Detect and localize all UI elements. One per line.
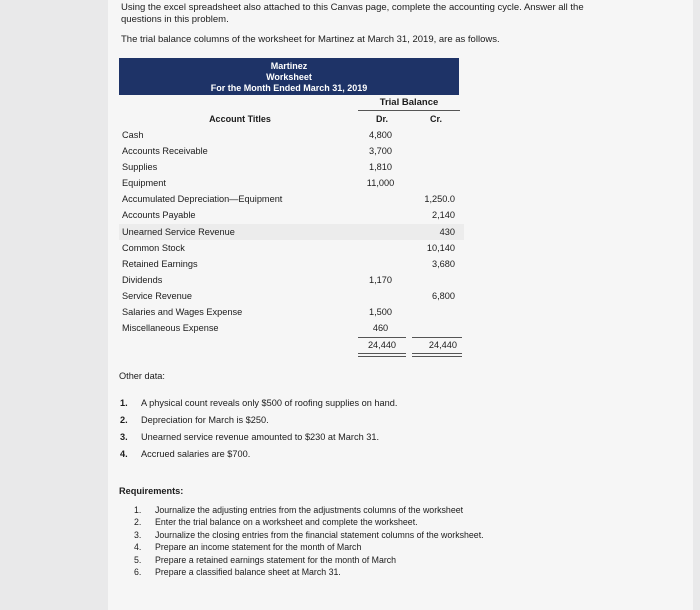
table-row <box>119 127 464 143</box>
item-number: 2. <box>120 415 128 425</box>
company-name: Martinez <box>270 61 308 71</box>
account-title: Salaries and Wages Expense <box>122 307 243 318</box>
debit-amount: 1,810 <box>369 162 392 173</box>
account-title: Common Stock <box>122 242 185 253</box>
list-item <box>134 541 484 553</box>
item-number: 5. <box>134 554 142 565</box>
account-title: Dividends <box>122 274 163 285</box>
double-rule-credit <box>412 353 462 357</box>
table-row <box>119 224 464 240</box>
list-item <box>134 516 484 528</box>
item-text: Accrued salaries are $700. <box>141 449 251 459</box>
account-title: Retained Earnings <box>122 258 198 269</box>
account-title: Accounts Receivable <box>122 146 208 157</box>
worksheet-header <box>119 58 459 95</box>
list-item <box>120 412 397 429</box>
debit-amount: 1,170 <box>369 274 392 285</box>
double-rule-debit <box>358 353 406 357</box>
item-number: 1. <box>120 398 128 408</box>
column-header-account-titles: Account Titles <box>209 114 271 124</box>
credit-amount: 1,250.0 <box>424 194 455 205</box>
item-text: A physical count reveals only $500 of roofing supplies on hand. <box>141 398 398 408</box>
debit-amount: 460 <box>372 323 389 334</box>
total-rule-credit <box>412 337 462 338</box>
table-row <box>119 272 464 288</box>
requirements-label: Requirements: <box>119 486 184 496</box>
table-row <box>119 143 464 159</box>
item-number: 1. <box>134 505 142 515</box>
total-rule-debit <box>358 337 406 338</box>
heading-rule <box>358 110 460 111</box>
total-credit: 24,440 <box>428 340 457 350</box>
item-number: 4. <box>120 449 128 459</box>
item-text: Prepare a classified balance sheet at March 31. <box>155 567 341 578</box>
total-debit: 24,440 <box>367 340 397 350</box>
item-text: Enter the trial balance on a worksheet and complete the worksheet. <box>155 517 418 528</box>
debit-amount: 4,800 <box>369 130 392 140</box>
account-title: Unearned Service Revenue <box>122 226 235 237</box>
worksheet-name: Worksheet <box>266 72 312 82</box>
table-row <box>119 240 464 256</box>
credit-amount: 430 <box>439 226 455 237</box>
list-item <box>134 566 484 578</box>
item-number: 3. <box>120 432 128 442</box>
item-text: Depreciation for March is $250. <box>141 415 269 425</box>
item-text: Prepare an income statement for the month of March <box>155 542 362 553</box>
item-text: Unearned service revenue amounted to $230 at March 31. <box>141 432 380 442</box>
credit-amount: 2,140 <box>432 210 455 221</box>
table-row <box>119 191 464 207</box>
credit-amount: 10,140 <box>426 242 455 253</box>
trial-balance-rows <box>119 127 464 336</box>
account-title: Cash <box>122 130 144 140</box>
credit-amount: 3,680 <box>432 258 455 269</box>
list-item <box>120 395 397 412</box>
item-number: 6. <box>134 567 142 578</box>
account-title: Service Revenue <box>122 290 192 301</box>
debit-amount: 1,500 <box>369 307 392 318</box>
intro-text: Using the excel spreadsheet also attached to this Canvas page, complete the accounting cycle. Answer all the questions in this problem. <box>121 2 584 25</box>
item-number: 3. <box>134 529 142 540</box>
table-row <box>119 256 464 272</box>
column-header-debit: Dr. <box>375 114 388 124</box>
account-title: Miscellaneous Expense <box>122 323 219 334</box>
table-row <box>119 304 464 320</box>
account-title: Supplies <box>122 162 158 173</box>
list-item <box>134 529 484 541</box>
table-row <box>119 175 464 191</box>
account-title: Equipment <box>122 178 166 189</box>
item-text: Journalize the adjusting entries from the adjustments columns of the worksheet <box>155 505 464 515</box>
table-row <box>119 159 464 175</box>
worksheet-period: For the Month Ended March 31, 2019 <box>210 83 368 93</box>
debit-amount: 3,700 <box>369 146 392 157</box>
debit-amount: 11,000 <box>366 178 395 189</box>
account-title: Accumulated Depreciation—Equipment <box>122 194 283 205</box>
list-item <box>120 429 397 446</box>
table-row <box>119 288 464 304</box>
item-text: Prepare a retained earnings statement for the month of March <box>155 554 397 565</box>
table-row <box>119 320 464 336</box>
intro-statement: The trial balance columns of the worksheet for Martinez at March 31, 2019, are as follows. <box>121 34 500 45</box>
account-title: Accounts Payable <box>122 210 196 221</box>
other-data-label: Other data: <box>119 371 165 381</box>
other-data-list <box>120 395 397 463</box>
item-number: 2. <box>134 517 142 528</box>
item-text: Journalize the closing entries from the financial statement columns of the worksheet. <box>155 529 484 540</box>
trial-balance-heading: Trial Balance <box>379 97 439 108</box>
list-item <box>134 504 484 516</box>
credit-amount: 6,800 <box>432 290 455 301</box>
list-item <box>120 446 397 463</box>
list-item <box>134 554 484 566</box>
requirements-list <box>134 504 484 578</box>
item-number: 4. <box>134 542 142 553</box>
table-row <box>119 207 464 223</box>
column-header-credit: Cr. <box>429 114 442 124</box>
